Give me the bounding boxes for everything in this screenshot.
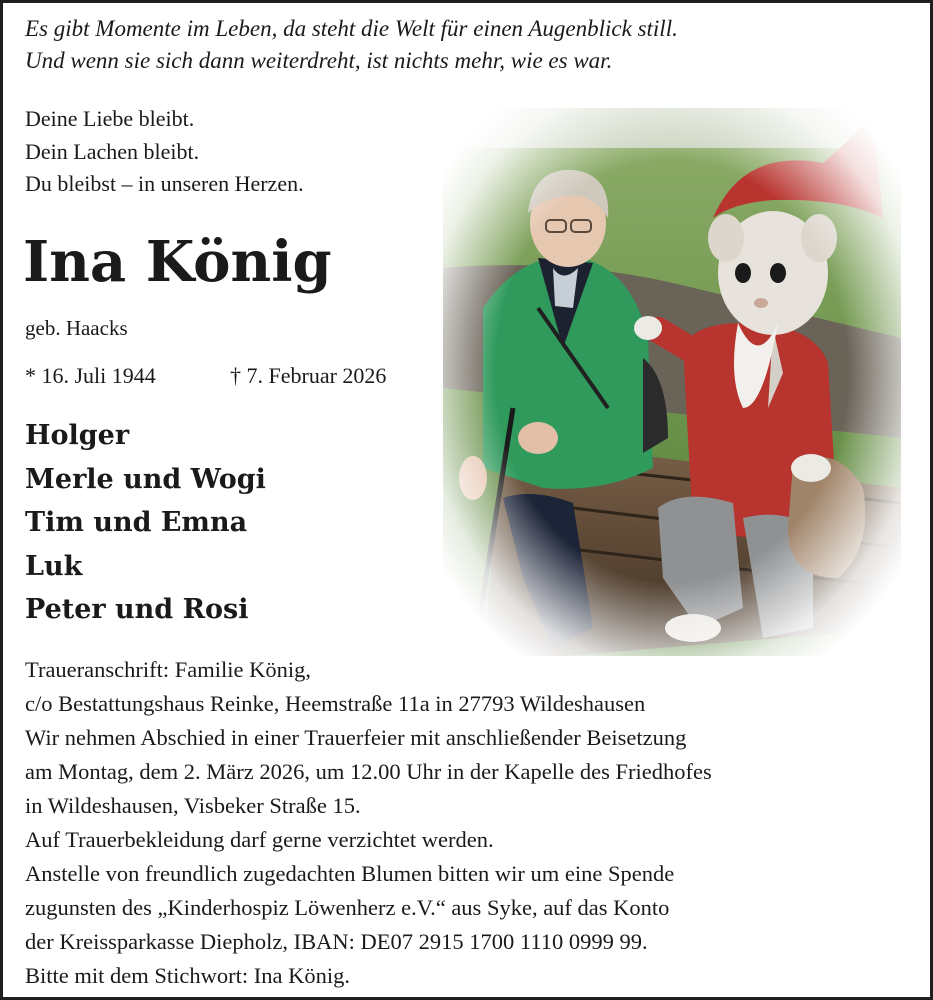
- donation-line-1: Anstelle von freundlich zugedachten Blumen bitten wir um eine Spende: [25, 861, 675, 886]
- motto-line-2: Und wenn sie sich dann weiterdreht, ist nichts mehr, wie es war.: [25, 48, 613, 73]
- photo-illustration: [443, 108, 901, 656]
- ceremony-line-1: Wir nehmen Abschied in einer Trauerfeier mit anschließender Beisetzung: [25, 725, 687, 750]
- ceremony-line-2: am Montag, dem 2. März 2026, um 12.00 Uhr in der Kapelle des Friedhofes: [25, 759, 712, 784]
- attire-note: Auf Trauerbekleidung darf gerne verzichtet werden.: [25, 827, 494, 852]
- deceased-name: Ina König: [23, 229, 332, 295]
- motto: [25, 13, 678, 77]
- donation-line-2: zugunsten des „Kinderhospiz Löwenherz e.V.“ aus Syke, auf das Konto: [25, 895, 670, 920]
- ceremony-line-3: in Wildeshausen, Visbeker Straße 15.: [25, 793, 361, 818]
- donation-keyword: Bitte mit dem Stichwort: Ina König.: [25, 963, 350, 988]
- mourners-list: [25, 414, 266, 632]
- motto-line-1: Es gibt Momente im Leben, da steht die Welt für einen Augenblick still.: [25, 16, 678, 41]
- verse: [25, 103, 304, 201]
- mourner: Merle und Wogi: [25, 463, 266, 495]
- mourner: Holger: [25, 420, 130, 451]
- mourner: Peter und Rosi: [25, 594, 249, 625]
- verse-line-1: Deine Liebe bleibt.: [25, 106, 195, 131]
- birth-name: geb. Haacks: [25, 316, 128, 340]
- service-details: [25, 653, 712, 993]
- mourner: Tim und Emna: [25, 507, 248, 538]
- verse-line-3: Du bleibst – in unseren Herzen.: [25, 171, 304, 196]
- memorial-photo: [443, 108, 901, 656]
- death-date: † 7. Februar 2026: [230, 363, 387, 388]
- birth-date: * 16. Juli 1944: [25, 363, 156, 388]
- mourner: Luk: [25, 550, 83, 582]
- verse-line-2: Dein Lachen bleibt.: [25, 138, 200, 164]
- address: c/o Bestattungshaus Reinke, Heemstraße 11a in 27793 Wildeshausen: [25, 691, 646, 716]
- donation-line-3: der Kreissparkasse Diepholz, IBAN: DE07 2915 1700 1110 0999 99.: [25, 929, 648, 954]
- address-label: Traueranschrift: Familie König,: [25, 657, 311, 682]
